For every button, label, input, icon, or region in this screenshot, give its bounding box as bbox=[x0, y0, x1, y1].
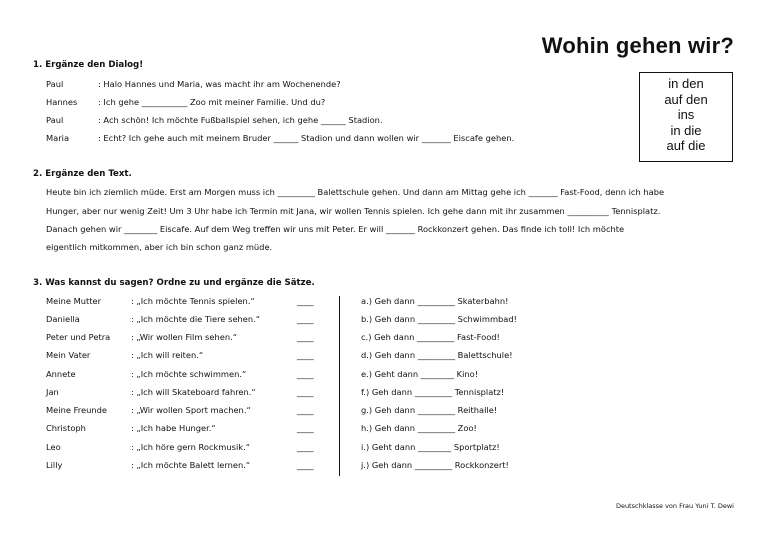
dialog-speaker: Maria bbox=[46, 133, 70, 143]
dialog-speaker: Paul bbox=[46, 115, 64, 125]
section-3-heading: 3. Was kannst du sagen? Ordne zu und ergänze die Sätze. bbox=[33, 278, 315, 288]
match-person: Meine Mutter bbox=[46, 296, 102, 306]
section-1-heading: 1. Ergänze den Dialog! bbox=[33, 60, 144, 70]
match-person: Jan bbox=[46, 387, 59, 397]
text-line: Danach gehen wir ________ Eiscafe. Auf dem Weg treffen wir uns mit Peter. Er will _______ Rockkonzert gehen. Das finde ich toll! Ich möchte bbox=[46, 224, 625, 234]
match-quote: : „Ich möchte schwimmen.“ bbox=[131, 369, 247, 379]
match-person: Christoph bbox=[46, 423, 86, 433]
match-person: Daniella bbox=[46, 314, 80, 324]
match-person: Lilly bbox=[46, 460, 63, 470]
match-quote: : „Ich möchte Tennis spielen.“ bbox=[131, 296, 255, 306]
dialog-line: : Halo Hannes und Maria, was macht ihr am Wochenende? bbox=[98, 79, 341, 89]
match-blank: ____ bbox=[297, 332, 314, 342]
text-line: eigentlich mitkommen, aber ich bin schon ganz müde. bbox=[46, 242, 273, 252]
match-option: g.) Geh dann _________ Reithalle! bbox=[361, 405, 498, 415]
dialog-line: : Echt? Ich gehe auch mit meinem Bruder ______ Stadion und dann wollen wir _______ Eiscafe gehen. bbox=[98, 133, 515, 143]
dialog-line: : Ach schön! Ich möchte Fußballspiel sehen, ich gehe ______ Stadion. bbox=[98, 115, 383, 125]
match-person: Mein Vater bbox=[46, 350, 91, 360]
dialog-line: : Ich gehe ___________ Zoo mit meiner Familie. Und du? bbox=[98, 97, 326, 107]
match-person: Peter und Petra bbox=[46, 332, 111, 342]
match-blank: ____ bbox=[297, 350, 314, 360]
match-quote: : „Wir wollen Film sehen.“ bbox=[131, 332, 238, 342]
word-box-item: in die bbox=[670, 122, 702, 138]
text-line: Heute bin ich ziemlich müde. Erst am Morgen muss ich _________ Balettschule gehen. Und dann am Mittag gehe ich _______ Fast-Food, denn ich habe bbox=[46, 187, 665, 197]
match-blank: ____ bbox=[297, 460, 314, 470]
match-blank: ____ bbox=[297, 442, 314, 452]
match-blank: ____ bbox=[297, 387, 314, 397]
match-person: Meine Freunde bbox=[46, 405, 107, 415]
match-blank: ____ bbox=[297, 314, 314, 324]
match-quote: : „Ich möchte die Tiere sehen.“ bbox=[131, 314, 261, 324]
match-option: i.) Geht dann ________ Sportplatz! bbox=[361, 442, 500, 452]
match-option: d.) Geh dann _________ Balettschule! bbox=[361, 350, 513, 360]
match-option: c.) Geh dann _________ Fast-Food! bbox=[361, 332, 500, 342]
word-box-item: auf die bbox=[666, 138, 706, 153]
match-option: b.) Geh dann _________ Schwimmbad! bbox=[361, 314, 517, 324]
match-quote: : „Wir wollen Sport machen.“ bbox=[131, 405, 251, 415]
match-blank: ____ bbox=[297, 423, 314, 433]
match-quote: : „Ich möchte Balett lernen.“ bbox=[131, 460, 251, 470]
section-2-heading: 2. Ergänze den Text. bbox=[33, 169, 132, 179]
match-option: f.) Geh dann _________ Tennisplatz! bbox=[361, 387, 505, 397]
footer-credit: Deutschklasse von Frau Yuni T. Dewi bbox=[615, 502, 734, 510]
dialog-speaker: Hannes bbox=[46, 97, 78, 107]
match-blank: ____ bbox=[297, 296, 314, 306]
match-blank: ____ bbox=[297, 405, 314, 415]
match-option: h.) Geh dann _________ Zoo! bbox=[361, 423, 477, 433]
match-person: Annete bbox=[46, 369, 76, 379]
match-blank: ____ bbox=[297, 369, 314, 379]
word-box-item: in den bbox=[668, 76, 704, 91]
match-quote: : „Ich habe Hunger.“ bbox=[131, 423, 216, 433]
column-divider bbox=[339, 296, 340, 476]
match-quote: : „Ich will Skateboard fahren.“ bbox=[131, 387, 256, 397]
word-box-item: auf den bbox=[664, 91, 708, 107]
word-box-item: ins bbox=[677, 107, 695, 122]
match-person: Leo bbox=[46, 442, 61, 452]
text-line: Hunger, aber nur wenig Zeit! Um 3 Uhr habe ich Termin mit Jana, wir wollen Tennis spielen. Ich gehe dann mit ihr zusammen __________ Tennisplatz. bbox=[46, 206, 661, 216]
word-box bbox=[639, 72, 733, 162]
match-option: j.) Geh dann _________ Rockkonzert! bbox=[361, 460, 509, 470]
match-option: a.) Geh dann _________ Skaterbahn! bbox=[361, 296, 509, 306]
match-quote: : „Ich will reiten.“ bbox=[131, 350, 204, 360]
dialog-speaker: Paul bbox=[46, 79, 64, 89]
match-quote: : „Ich höre gern Rockmusik.“ bbox=[131, 442, 251, 452]
page-title: Wohin gehen wir? bbox=[541, 33, 734, 58]
match-option: e.) Geht dann ________ Kino! bbox=[361, 369, 479, 379]
